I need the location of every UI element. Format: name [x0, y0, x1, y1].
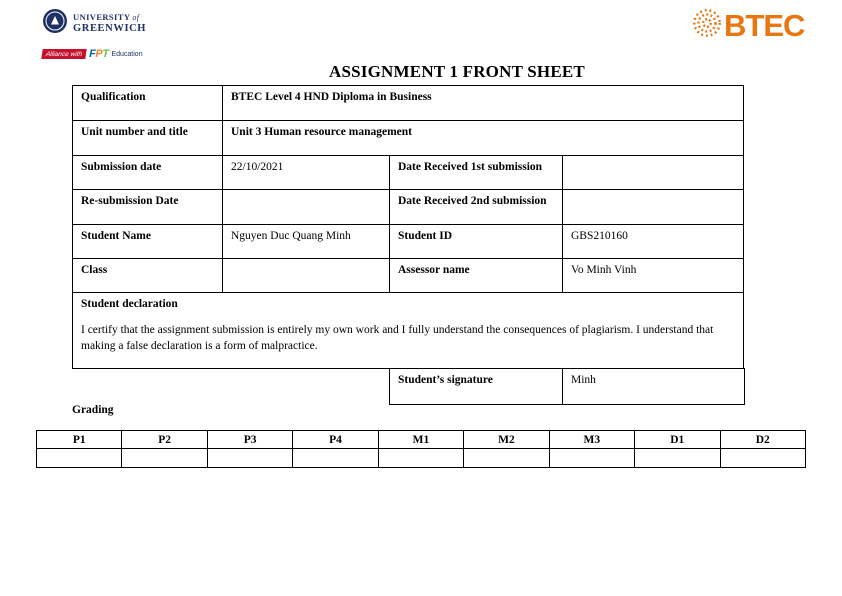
student-name-label: Student Name [73, 225, 223, 259]
table-row [73, 156, 744, 190]
qualification-value[interactable]: BTEC Level 4 HND Diploma in Business [223, 86, 744, 121]
assignment-form-table [72, 85, 744, 369]
student-declaration-text: I certify that the assignment submission is entirely my own work and I fully understand the consequences of plagiarism. I understand that making a false declaration is a form of malpractice. [81, 324, 714, 353]
grading-value-row [37, 449, 806, 468]
grading-heading: Grading [72, 404, 114, 416]
student-declaration-cell [73, 293, 744, 369]
university-wordmark: UNIVERSITY of [73, 12, 140, 23]
resubmission-date-value[interactable] [223, 190, 390, 225]
grading-header-d2: D2 [720, 431, 806, 449]
table-row [73, 190, 744, 225]
alliance-row [42, 48, 162, 60]
grading-cell-d1[interactable] [635, 449, 720, 468]
submission-date-label: Submission date [73, 156, 223, 190]
grading-cell-m1[interactable] [378, 449, 463, 468]
grading-cell-p2[interactable] [122, 449, 207, 468]
grading-cell-p1[interactable] [37, 449, 122, 468]
date-received-1st-value[interactable] [563, 156, 744, 190]
table-row [73, 225, 744, 259]
signature-table [389, 368, 745, 405]
table-row [73, 259, 744, 293]
grading-cell-p3[interactable] [207, 449, 292, 468]
table-row [390, 369, 745, 405]
student-signature-label: Student’s signature [390, 369, 563, 405]
student-declaration-heading: Student declaration [81, 298, 178, 310]
student-name-value[interactable]: Nguyen Duc Quang Minh [223, 225, 390, 259]
greenwich-logo [42, 8, 162, 60]
student-id-value[interactable]: GBS210160 [563, 225, 744, 259]
grading-header-p1: P1 [37, 431, 122, 449]
grading-header-d1: D1 [635, 431, 720, 449]
grading-header-m3: M3 [549, 431, 634, 449]
student-id-label: Student ID [390, 225, 563, 259]
grading-header-p4: P4 [293, 431, 378, 449]
grading-header-p3: P3 [207, 431, 292, 449]
grading-table [36, 430, 806, 468]
grading-header-m1: M1 [378, 431, 463, 449]
resubmission-date-label: Re-submission Date [73, 190, 223, 225]
btec-wordmark: BTEC [724, 8, 805, 43]
greenwich-wordmark: GREENWICH [73, 22, 147, 34]
unit-title-label: Unit number and title [73, 121, 223, 156]
unit-title-value[interactable]: Unit 3 Human resource management [223, 121, 744, 156]
date-received-2nd-value[interactable] [563, 190, 744, 225]
btec-globe-icon [692, 7, 722, 44]
greenwich-crest-icon [42, 8, 68, 39]
student-signature-value[interactable]: Minh [563, 369, 745, 405]
btec-logo [692, 7, 804, 44]
assessor-name-value[interactable]: Vo Minh Vinh [563, 259, 744, 293]
table-row [73, 121, 744, 156]
class-label: Class [73, 259, 223, 293]
assessor-name-label: Assessor name [390, 259, 563, 293]
grading-header-row [37, 431, 806, 449]
submission-date-value[interactable]: 22/10/2021 [223, 156, 390, 190]
education-label: Education [111, 50, 143, 58]
table-row [73, 293, 744, 369]
qualification-label: Qualification [73, 86, 223, 121]
grading-header-p2: P2 [122, 431, 207, 449]
grading-cell-m2[interactable] [464, 449, 549, 468]
grading-header-m2: M2 [464, 431, 549, 449]
grading-cell-d2[interactable] [720, 449, 806, 468]
table-row [73, 86, 744, 121]
date-received-1st-label: Date Received 1st submission [390, 156, 563, 190]
page-title: ASSIGNMENT 1 FRONT SHEET [329, 62, 585, 81]
grading-cell-p4[interactable] [293, 449, 378, 468]
grading-cell-m3[interactable] [549, 449, 634, 468]
fpt-logo: FPT [89, 48, 109, 60]
class-value[interactable] [223, 259, 390, 293]
date-received-2nd-label: Date Received 2nd submission [390, 190, 563, 225]
alliance-badge: Alliance with [41, 49, 87, 59]
